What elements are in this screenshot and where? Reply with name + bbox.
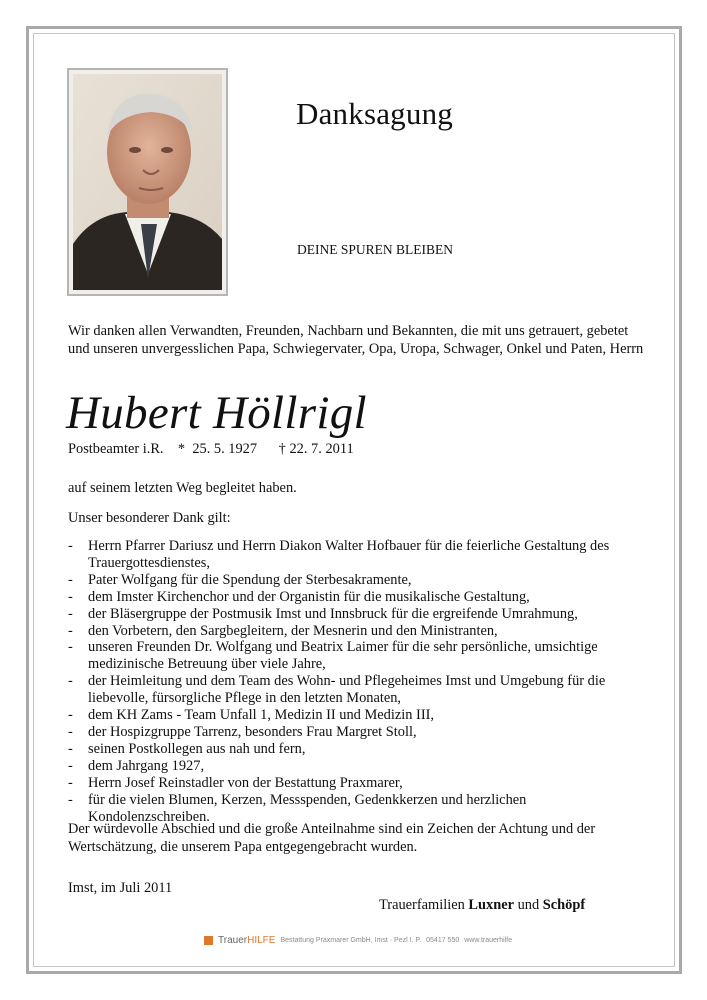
list-dash: - [68, 673, 73, 690]
list-dash: - [68, 588, 73, 605]
list-dash: - [68, 757, 73, 774]
list-dash: - [68, 571, 73, 588]
thanks-item [68, 673, 638, 707]
thanks-item-text: dem Jahrgang 1927, [88, 757, 205, 774]
thanks-item-text: der Hospizgruppe Tarrenz, besonders Frau Margret Stoll, [88, 723, 417, 740]
thanks-item-text: Pater Wolfgang für die Spendung der Sterbesakramente, [88, 571, 412, 588]
thanks-item [68, 758, 638, 775]
thanks-item-text: dem Imster Kirchenchor und der Organistin für die musikalische Gestaltung, [88, 588, 530, 605]
footer-web: www.trauerhilfe [464, 936, 513, 944]
deceased-name: Hubert Höllrigl [66, 387, 367, 439]
thanks-item [68, 639, 638, 673]
thanks-item [68, 589, 638, 606]
thanks-item-text: seinen Postkollegen aus nah und fern, [88, 740, 306, 757]
signature-connector: und [513, 897, 543, 913]
list-dash: - [68, 622, 73, 639]
list-dash: - [68, 774, 73, 791]
list-dash: - [68, 791, 73, 808]
list-dash: - [68, 538, 73, 554]
thanks-item-text: der Bläsergruppe der Postmusik Imst und Innsbruck für die ergreifende Umrahmung, [88, 605, 578, 622]
list-dash: - [68, 740, 73, 757]
family-name-1: Luxner [468, 897, 514, 913]
thanks-list [68, 538, 638, 825]
death-date: † 22. 7. 2011 [278, 441, 354, 457]
portrait-photo [67, 68, 228, 296]
motto: DEINE SPUREN BLEIBEN [297, 242, 453, 257]
list-dash: - [68, 723, 73, 740]
thanks-item [68, 623, 638, 640]
thanks-item-text: dem KH Zams - Team Unfall 1, Medizin II und Medizin III, [88, 707, 435, 724]
thanks-item [68, 538, 638, 572]
list-dash: - [68, 605, 73, 622]
closing-paragraph: Der würdevolle Abschied und die große Anteilnahme sind ein Zeichen der Achtung und der Wertschätzung, die unserem Papa entgegengebracht wurden. [68, 821, 596, 855]
list-dash: - [68, 639, 73, 656]
thanks-item-text: Herrn Josef Reinstadler von der Bestattung Praxmarer, [88, 774, 403, 791]
thanks-item-text: für die vielen Blumen, Kerzen, Messspenden, Gedenkkerzen und herzlichen Kondolenzschreiben. [88, 791, 527, 825]
footer [204, 934, 512, 946]
thanks-item [68, 741, 638, 758]
signature-prefix: Trauerfamilien [379, 897, 469, 913]
accompanied-text: auf seinem letzten Weg begleitet haben. [68, 480, 297, 496]
footer-phone: 05417 550 [426, 936, 460, 944]
portrait-image [73, 74, 222, 290]
thanks-heading: Unser besonderer Dank gilt: [68, 510, 231, 526]
signature [379, 897, 585, 914]
thanks-item [68, 775, 638, 792]
page-title: Danksagung [296, 96, 453, 131]
profession: Postbeamter i.R. [68, 441, 164, 457]
life-dates [68, 441, 354, 458]
thanks-item [68, 606, 638, 623]
thanks-item-text: den Vorbetern, den Sargbegleitern, der Mesnerin und den Ministranten, [88, 622, 498, 639]
thanks-item [68, 572, 638, 589]
trauerhilfe-logo-icon [204, 936, 213, 945]
birth-date: * 25. 5. 1927 [177, 441, 258, 457]
thanks-item-text: der Heimleitung und dem Team des Wohn- und Pflegeheimes Imst und Umgebung für die liebevolle, fürsorgliche Pflege in den letzten Monaten, [88, 673, 606, 707]
thanks-item [68, 707, 638, 724]
intro-paragraph: Wir danken allen Verwandten, Freunden, Nachbarn und Bekannten, die mit uns getrauert, gebetet und unseren unvergesslichen Papa, Schwiegervater, Opa, Uropa, Schwager, Onkel und Paten, Herrn [68, 323, 644, 357]
footer-logo: TrauerHILFE [218, 934, 276, 946]
thanks-item-text: Herrn Pfarrer Dariusz und Herrn Diakon Walter Hofbauer für die feierliche Gestaltung des Trauergottesdienstes, [88, 538, 610, 571]
place-date: Imst, im Juli 2011 [68, 880, 173, 896]
thanks-item-text: unseren Freunden Dr. Wolfgang und Beatrix Laimer für die sehr persönliche, umsichtige medizinische Betreuung über viele Jahre, [88, 639, 598, 673]
footer-company: Bestattung Praxmarer GmbH, Imst · Pezl I. P. [280, 936, 422, 944]
list-dash: - [68, 707, 73, 724]
family-name-2: Schöpf [542, 897, 586, 913]
thanks-item [68, 724, 638, 741]
